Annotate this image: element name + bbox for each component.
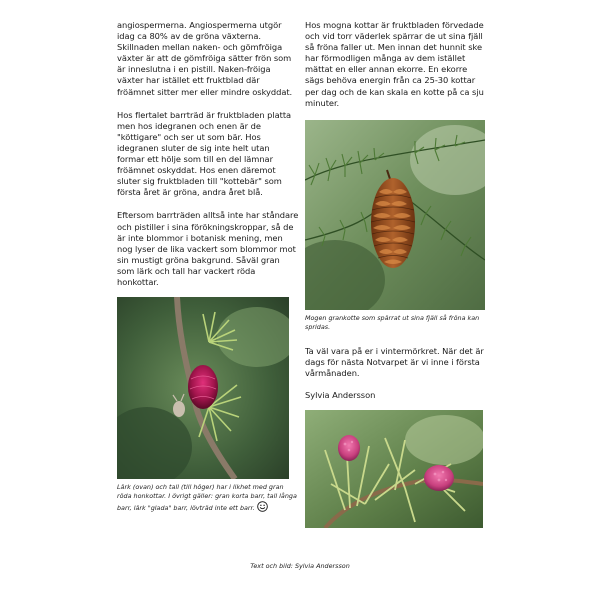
larch-caption xyxy=(117,483,299,515)
larch-cone-photo xyxy=(117,297,289,479)
spruce-cone-photo xyxy=(305,120,485,310)
smiley-icon xyxy=(257,501,268,515)
photo-credit-footer: Text och bild: Sylvia Andersson xyxy=(250,562,350,570)
spruce-caption: Mogen grankotte som spärrat ut sina fjäll så fröna kan spridas. xyxy=(305,313,480,331)
left-column xyxy=(117,20,299,515)
left-paragraph-3: Eftersom barrträden alltså inte har ståndare och pistiller i sina förökningskroppar, så de är inte blommor i botanisk mening, men nog lyser de lika vackert som blommor mot sin mustigt gröna bakgrund. Såväl gran som lärk och tall har vackert röda honkottar. xyxy=(117,210,299,287)
pine-flowers-photo xyxy=(305,410,483,528)
left-paragraph-2: Hos flertalet barrträd är fruktbladen platta men hos idegranen och enen är de "köttigare" och ser ut som bär. Hos idegranen sluter de sig inte helt utan formar ett hölje som till en del lämnar fröämnet oskyddat. Hos enen däremot sluter sig fruktbladen till "kottebär" som första året är gröna, andra året blå. xyxy=(117,109,292,198)
right-column xyxy=(305,20,487,528)
left-paragraph-1: angiospermerna. Angiospermerna utgör idag ca 80% av de gröna växterna. Skillnaden mellan naken- och gömfröiga växter är att de gömfröiga sätter frön som är inneslutna i en pistill. Naken-fröiga växter har istället ett fruktblad där fröämnet sitter mer eller mindre oskyddat. xyxy=(117,20,293,97)
right-paragraph-2: Ta väl vara på er i vintermörkret. När det är dags för nästa Notvarpet är vi inne i första vårmånaden. xyxy=(305,345,484,379)
larch-caption-text: Lärk (ovan) och tall (till höger) har i likhet med gran röda honkottar. I övrigt gäller: gran korta barr, tall långa barr, lärk "glada" barr, lövträd inte ett barr. xyxy=(117,483,297,513)
right-paragraph-1: Hos mogna kottar är fruktbladen förvedade och vid torr väderlek spärrar de ut sina fjäll så fröna faller ut. Men innan det hunnit ske har förmodligen många av dem istället mättat en eller annan ekorre. En ekorre sägs behöva energin från ca 25-30 kottar per dag och de kan skala en kotte på ca sju minuter. xyxy=(305,20,484,108)
signature: Sylvia Andersson xyxy=(305,390,376,401)
